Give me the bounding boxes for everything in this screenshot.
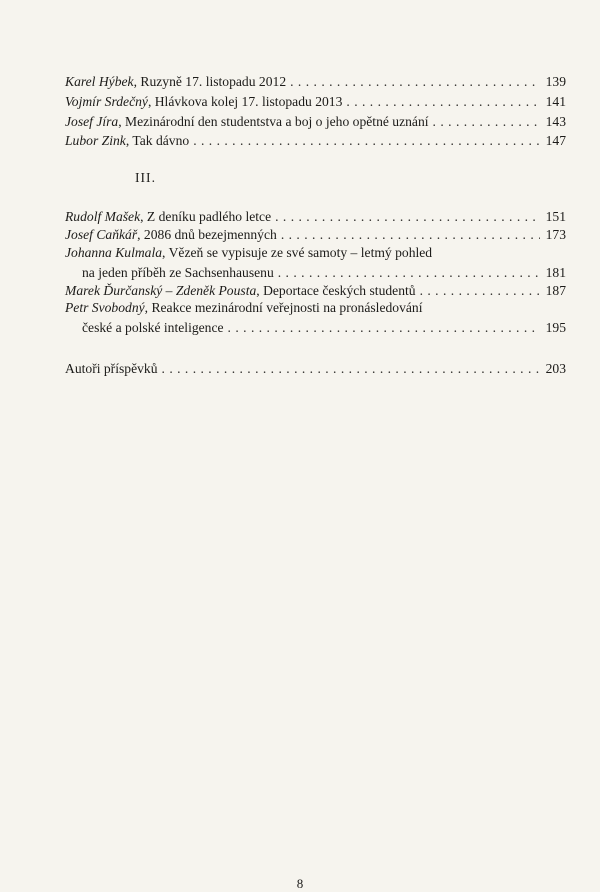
entry-page: 147 — [545, 133, 566, 148]
entry-title: Reakce mezinárodní veřejnosti na pronásledování — [151, 300, 423, 315]
entry-title: Ruzyně 17. listopadu 2012 — [140, 74, 287, 89]
entry-page: 143 — [545, 114, 566, 129]
entry-title: Autoři příspěvků — [65, 361, 158, 376]
toc-entry: Karel Hýbek, Ruzyně 17. listopadu 2012 . . . 139 — [65, 72, 566, 92]
entry-page: 173 — [545, 227, 566, 242]
dot-leader — [290, 72, 540, 92]
section-heading: III. — [135, 170, 156, 185]
toc-entry: Josef Caňkář, 2086 dnů bezejmenných . . . 173 — [65, 225, 566, 245]
entry-author: Rudolf Mašek — [65, 209, 141, 224]
entry-author: Vojmír Srdečný — [65, 94, 148, 109]
toc-entry: Johanna Kulmala, Vězeň se vypisuje ze své samoty – letmý pohled na jeden příběh ze Sachsenhausenu . . . 181 — [65, 243, 566, 283]
dot-leader — [275, 207, 540, 227]
dot-leader — [278, 263, 540, 283]
toc-entry: Vojmír Srdečný, Hlávkova kolej 17. listopadu 2013 . . . 141 — [65, 92, 566, 112]
entry-title-continued: české a polské inteligence — [82, 320, 224, 335]
entry-title: Mezinárodní den studentstva a boj o jeho opětné uznání — [125, 114, 429, 129]
dot-leader — [228, 318, 540, 338]
entry-page: 187 — [545, 283, 566, 298]
entry-page: 195 — [545, 320, 566, 335]
entry-author: Marek Ďurčanský – Zdeněk Pousta — [65, 283, 257, 298]
toc-entry: Rudolf Mašek, Z deníku padlého letce . . . 151 — [65, 207, 566, 227]
entry-author: Lubor Zink — [65, 133, 126, 148]
entry-title-continued: na jeden příběh ze Sachsenhausenu — [82, 265, 274, 280]
entry-page: 203 — [545, 361, 566, 376]
entry-page: 151 — [545, 209, 566, 224]
entry-page: 139 — [545, 74, 566, 89]
entry-author: Johanna Kulmala — [65, 245, 163, 260]
toc-entry: Josef Jíra, Mezinárodní den studentstva a boj o jeho opětné uznání . . . 143 — [65, 112, 566, 132]
dot-leader — [346, 92, 540, 112]
toc-entry: Marek Ďurčanský – Zdeněk Pousta, Deportace českých studentů . . . 187 — [65, 281, 566, 301]
entry-title: 2086 dnů bezejmenných — [143, 227, 277, 242]
dot-leader — [281, 225, 540, 245]
page-number: 8 — [296, 876, 304, 891]
dot-leader — [433, 112, 540, 132]
toc-entry: Lubor Zink, Tak dávno . . . 147 — [65, 131, 566, 151]
dot-leader — [162, 359, 540, 379]
toc-entry-authors — [65, 359, 566, 379]
entry-author: Josef Jíra — [65, 114, 119, 129]
entry-title: Vězeň se vypisuje ze své samoty – letmý pohled — [168, 245, 433, 260]
entry-page: 141 — [545, 94, 566, 109]
entry-title: Hlávkova kolej 17. listopadu 2013 — [154, 94, 343, 109]
toc-entry: Petr Svobodný, Reakce mezinárodní veřejnosti na pronásledování české a polské inteligence . . . 195 — [65, 298, 566, 338]
dot-leader — [193, 131, 540, 151]
entry-title: Tak dávno — [132, 133, 190, 148]
entry-page: 181 — [545, 265, 566, 280]
entry-author: Petr Svobodný — [65, 300, 145, 315]
entry-title: Deportace českých studentů — [263, 283, 416, 298]
entry-author: Josef Caňkář — [65, 227, 138, 242]
entry-author: Karel Hýbek — [65, 74, 134, 89]
entry-title: Z deníku padlého letce — [146, 209, 272, 224]
